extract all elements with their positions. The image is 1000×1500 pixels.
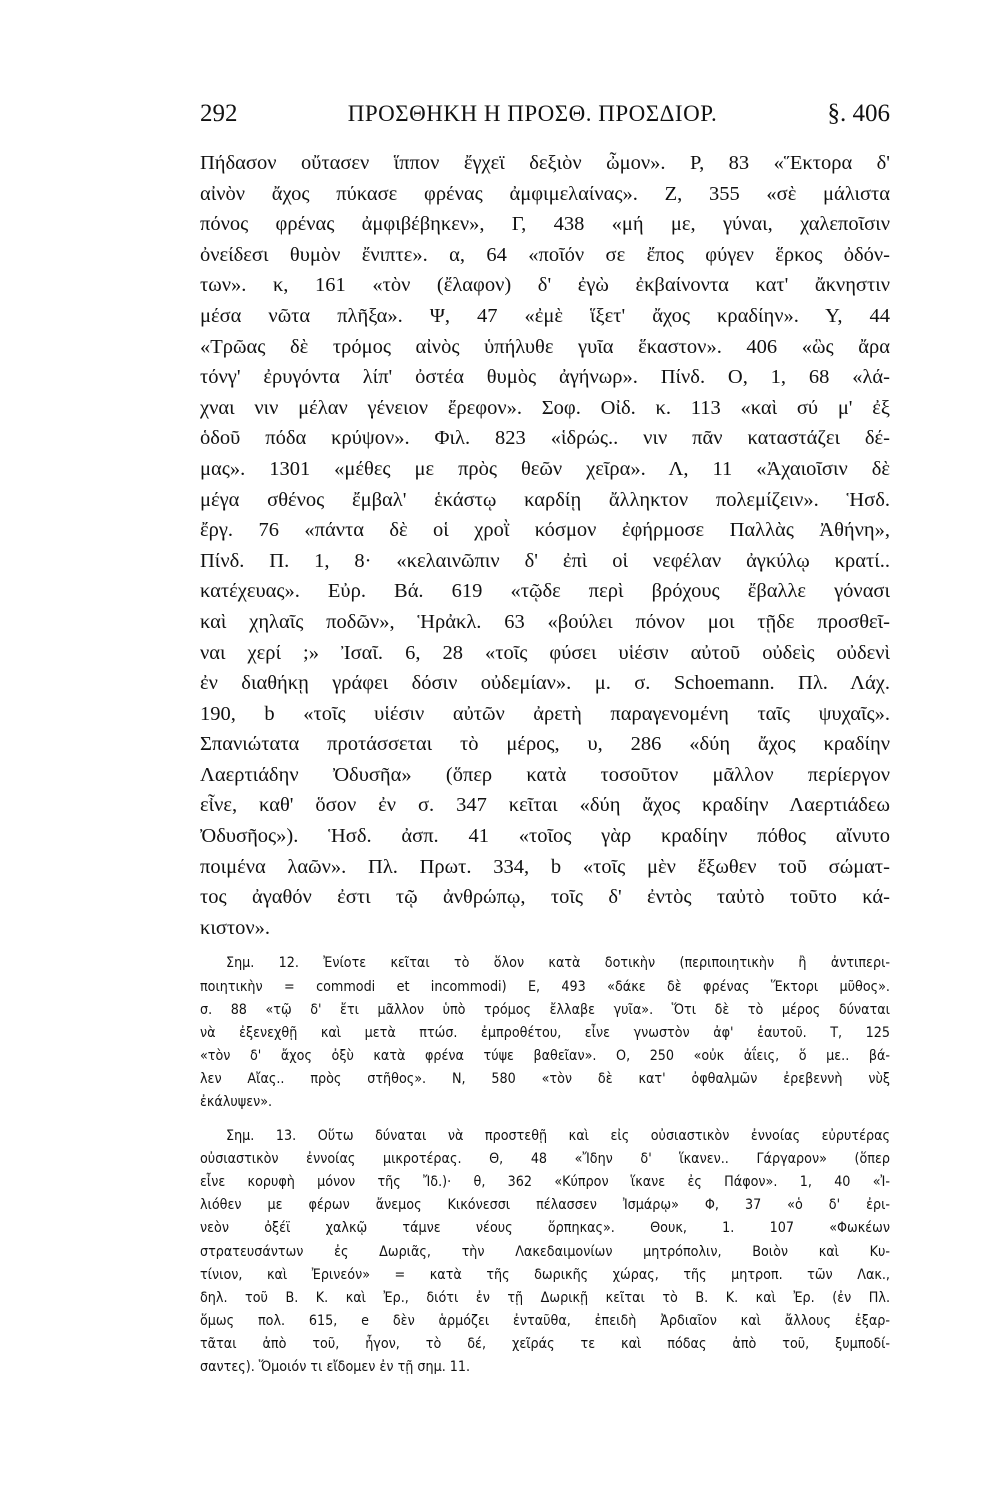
note-line: οὐσιαστικὸν ἐννοίας μικροτέρας. Θ, 48 «Ἴδην δ' ἵκανεν.. Γάργαρον» (ὅπερ: [200, 1151, 890, 1168]
note-line: ὅμως πολ. 615, e δὲν ἁρμόζει ἐνταῦθα, ἐπειδὴ Ἀρδιαῖον καὶ ἄλλους ἐξαρ-: [200, 1312, 890, 1329]
text-line: ἐν διαθήκῃ γράφει δόσιν οὐδεμίαν». μ. σ. Schoemann. Πλ. Λάχ.: [200, 672, 890, 695]
text-line: Πίνδ. Π. 1, 8· «κελαινῶπιν δ' ἐπὶ οἱ νεφέλαν ἀγκύλῳ κρατί..: [200, 549, 890, 572]
text-line: μέσα νῶτα πλῆξα». Ψ, 47 «ἐμὲ ἵξετ' ἄχος κραδίην». Υ, 44: [200, 304, 890, 327]
text-line: τος ἀγαθόν ἐστι τῷ ἀνθρώπῳ, τοῖς δ' ἐντὸς ταὐτὸ τοῦτο κά-: [200, 886, 890, 909]
text-line: Πήδασον οὔτασεν ἵππον ἔγχεϊ δεξιὸν ὦμον». P, 83 «Ἕκτορα δ': [200, 152, 890, 174]
note-line: τίνιον, καὶ Ἐρινεόν» = κατὰ τῆς δωρικῆς χώρας, τῆς μητροπ. τῶν Λακ.,: [200, 1266, 890, 1283]
text-line: ἔργ. 76 «πάντα δὲ οἱ χροῒ κόσμον ἐφήρμοσε Παλλὰς Ἀθήνη»,: [200, 519, 890, 542]
text-line: κατέχευας». Εὐρ. Βά. 619 «τῷδε περὶ βρόχους ἔβαλλε γόνασι: [200, 580, 890, 603]
note-line: ἐκάλυψεν».: [200, 1094, 273, 1110]
text-line: «Τρῶας δὲ τρόμος αἰνὸς ὑπήλυθε γυῖα ἕκαστον». 406 «ὣς ἄρα: [200, 335, 890, 358]
note-line: σαντες). Ὅμοιόν τι εἴδομεν ἐν τῇ σημ. 11.: [200, 1359, 471, 1376]
section-number: §. 406: [827, 100, 890, 127]
text-line: Ὀδυσῆος»). Ἡσδ. ἀσπ. 41 «τοῖος γὰρ κραδίην πόθος αἴνυτο: [200, 825, 890, 848]
text-line: τόνγ' ἐρυγόντα λίπ' ὀστέα θυμὸς ἀγήνωρ». Πίνδ. O, 1, 68 «λά-: [200, 366, 890, 389]
note-13: [200, 1125, 890, 1379]
notes: [200, 952, 890, 1379]
text-line: μέγα σθένος ἔμβαλ' ἑκάστῳ καρδίῃ ἄλληκτον πολεμίζειν». Ἡσδ.: [200, 488, 890, 511]
note-line: ποιητικὴν = commodi et incommodi) E, 493 «δάκε δὲ φρένας Ἕκτορι μῦθος».: [200, 978, 890, 995]
page: [200, 100, 890, 1390]
page-number: 292: [200, 100, 238, 127]
running-header: [200, 100, 890, 142]
note-line: νὰ ἐξενεχθῇ καὶ μετὰ πτώσ. ἐμπροθέτου, εἶνε γνωστὸν ἀφ' ἑαυτοῦ. T, 125: [200, 1024, 890, 1041]
text-line: κιστον».: [200, 916, 271, 939]
text-line: των». κ, 161 «τὸν (ἔλαφον) δ' ἐγὼ ἐκβαίνοντα κατ' ἄκνηστιν: [200, 274, 890, 297]
text-line: ναι χερί ;» Ἰσαῖ. 6, 28 «τοῖς φύσει υἱέσιν αὐτοῦ οὐδεὶς οὐδενὶ: [200, 641, 890, 664]
text-line: αἰνὸν ἄχος πύκασε φρένας ἀμφιμελαίνας». Z, 355 «σὲ μάλιστα: [200, 182, 890, 205]
text-line: Λαερτιάδην Ὀδυσῆα» (ὅπερ κατὰ τοσοῦτον μᾶλλον περίεργον: [200, 763, 890, 786]
note-line: στρατευσάντων ἐς Δωριᾶς, τὴν Λακεδαιμονίων μητρόπολιν, Βοιὸν καὶ Κυ-: [200, 1243, 890, 1260]
text-line: ποιμένα λαῶν». Πλ. Πρωτ. 334, b «τοῖς μὲν ἔξωθεν τοῦ σώματ-: [200, 855, 890, 878]
text-line: πόνος φρένας ἀμφιβέβηκεν», Γ, 438 «μή με, γύναι, χαλεποῖσιν: [200, 213, 890, 236]
text-line: 190, b «τοῖς υἱέσιν αὐτῶν ἀρετὴ παραγενομένη ταῖς ψυχαῖς».: [200, 702, 890, 725]
note-line: «τὸν δ' ἄχος ὀξὺ κατὰ φρένα τύψε βαθεῖαν». O, 250 «οὐκ ἀΐεις, ὅ με.. βά-: [200, 1047, 890, 1064]
note-line: λιόθεν με φέρων ἄνεμος Κικόνεσσι πέλασσεν Ἰσμάρῳ» Φ, 37 «ὁ δ' ἐρι-: [200, 1197, 890, 1214]
note-line: Σημ. 13. Οὕτω δύναται νὰ προστεθῇ καὶ εἰς οὐσιαστικὸν ἐννοίας εὐρυτέρας: [226, 1128, 890, 1145]
text-line: χναι νιν μέλαν γένειον ἔρεφον». Σοφ. Οἰδ. κ. 113 «καὶ σύ μ' ἐξ: [200, 396, 890, 419]
note-line: σ. 88 «τῷ δ' ἔτι μᾶλλον ὑπὸ τρόμος ἔλλαβε γυῖα». Ὅτι δὲ τὸ μέρος δύναται: [200, 1001, 890, 1018]
note-line: λεν Αἴας.. πρὸς στῆθος». N, 580 «τὸν δὲ κατ' ὀφθαλμῶν ἐρεβεννὴ νὺξ: [200, 1070, 890, 1087]
running-title: ΠΡΟΣΘΗΚΗ Η ΠΡΟΣΘ. ΠΡΟΣΔΙΟΡ.: [347, 101, 718, 126]
text-line: καὶ χηλαῖς ποδῶν», Ἡρἀκλ. 63 «βούλει πόνον μοι τῇδε προσθεῖ-: [200, 610, 890, 633]
text-line: ὀνείδεσι θυμὸν ἔνιπτε». α, 64 «ποῖόν σε ἔπος φύγεν ἕρκος ὀδόν-: [200, 243, 890, 266]
note-line: Σημ. 12. Ἐνίοτε κεῖται τὸ ὅλον κατὰ δοτικὴν (περιποιητικὴν ἢ ἀντιπερι-: [226, 955, 890, 972]
text-line: εἶνε, καθ' ὅσον ἐν σ. 347 κεῖται «δύη ἄχος κραδίην Λαερτιάδεω: [200, 794, 890, 817]
text-line: ὁδοῦ πόδα κρύψον». Φιλ. 823 «ἱδρώς.. νιν πᾶν καταστάζει δέ-: [200, 427, 890, 450]
text-line: Σπανιώτατα προτάσσεται τὸ μέρος, υ, 286 «δύη ἄχος κραδίην: [200, 733, 890, 756]
note-line: εἶνε κορυφὴ μόνον τῆς Ἴδ.)· θ, 362 «Κύπρον ἵκανε ἐς Πάφον». 1, 40 «Ἰ-: [200, 1174, 890, 1191]
note-line: τᾶται ἀπὸ τοῦ, ἦγον, τὸ δέ, χεῖράς τε καὶ πόδας ἀπὸ τοῦ, ξυμποδί-: [200, 1335, 890, 1352]
note-12: [200, 952, 890, 1114]
main-text: [200, 148, 890, 943]
text-line: μας». 1301 «μέθες με πρὸς θεῶν χεῖρα». Λ, 11 «Ἀχαιοῖσιν δὲ: [200, 457, 890, 480]
note-line: δηλ. τοῦ B. K. καὶ Ἐρ., διότι ἐν τῇ Δωρικῇ κεῖται τὸ B. K. καὶ Ἐρ. (ἐν Πλ.: [200, 1289, 890, 1306]
note-line: νεὸν ὀξέϊ χαλκῷ τάμνε νέους ὅρπηκας». Θουκ, 1. 107 «Φωκέων: [200, 1220, 890, 1237]
